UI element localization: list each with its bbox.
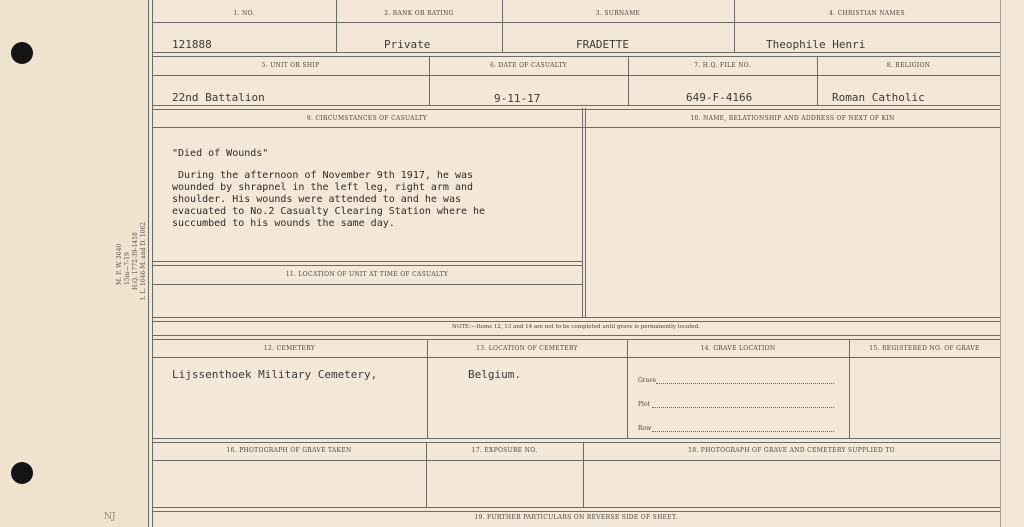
margin-line [148, 0, 149, 527]
circumstances-line-1: During the afternoon of November 9th 1917, he was [172, 170, 474, 181]
label-unit: 5. UNIT OR SHIP [261, 62, 320, 69]
value-rank: Private [384, 38, 431, 51]
value-christian-names: Theophile Henri [766, 38, 866, 51]
label-next-of-kin: 10. NAME, RELATIONSHIP AND ADDRESS OF NEXT OF KIN [690, 115, 895, 122]
value-surname: FRADETTE [576, 38, 629, 51]
value-cemetery-location: Belgium. [468, 368, 521, 381]
label-further-particulars: 19. FURTHER PARTICULARS ON REVERSE SIDE OF SHEET. [474, 514, 678, 521]
label-location-unit: 11. LOCATION OF UNIT AT TIME OF CASUALTY [285, 271, 449, 278]
punch-hole-bottom [11, 462, 33, 484]
label-surname: 3. SURNAME [595, 10, 641, 17]
value-file: 649-F-4166 [686, 91, 753, 104]
value-date: 9-11-17 [494, 92, 541, 105]
label-file: 7. H.Q. FILE NO. [694, 62, 751, 69]
label-photo-taken: 16. PHOTOGRAPH OF GRAVE TAKEN [226, 447, 352, 454]
margin-initials: NJ [104, 512, 116, 522]
circumstances-line-2: wounded by shrapnel in the left leg, right arm and [172, 182, 474, 193]
label-date: 6. DATE OF CASUALTY [489, 62, 568, 69]
form-code-2: 15m—7-19 [124, 252, 131, 285]
form-code-1: M. F. W. 3640 [116, 243, 123, 285]
label-rank: 2. RANK OR RATING [384, 10, 454, 17]
value-religion: Roman Catholic [832, 91, 925, 104]
label-christian-names: 4. CHRISTIAN NAMES [829, 10, 905, 17]
label-photo-supplied: 18. PHOTOGRAPH OF GRAVE AND CEMETERY SUPPLIED TO [688, 447, 895, 454]
punch-hole-top [11, 42, 33, 64]
circumstances-heading: "Died of Wounds" [172, 148, 269, 159]
label-religion: 8. RELIGION [886, 62, 931, 69]
label-registered-no: 15. REGISTERED NO. OF GRAVE [869, 345, 980, 352]
label-cemetery-location: 13. LOCATION OF CEMETERY [476, 345, 578, 352]
row-label: Row [638, 425, 652, 432]
form-code-3: H.Q. 1772-39-1418 [132, 232, 139, 290]
circumstances-line-5: succumbed to his wounds the same day. [172, 218, 395, 229]
value-cemetery: Lijssenthoek Military Cemetery, [172, 368, 378, 381]
label-exposure: 17. EXPOSURE NO. [471, 447, 538, 454]
label-grave-location: 14. GRAVE LOCATION [700, 345, 776, 352]
form-code-4: I. L. 1646-M. and D. 1062 [140, 221, 147, 300]
value-no: 121888 [172, 38, 212, 51]
label-cemetery: 12. CEMETERY [263, 345, 316, 352]
plot-label: Plot [638, 401, 650, 408]
label-no: 1. NO. [233, 10, 255, 17]
circumstances-line-4: evacuated to No.2 Casualty Clearing Station where he [172, 206, 486, 217]
grave-label: Grave [638, 377, 657, 384]
note-text: NOTE:—Items 12, 13 and 14 are not to be completed until grave is permanently located. [452, 324, 700, 330]
label-circumstances: 9. CIRCUMSTANCES OF CASUALTY [306, 115, 428, 122]
row1-bottom [152, 52, 1000, 57]
row1-divider [152, 22, 1000, 23]
value-unit: 22nd Battalion [172, 91, 265, 104]
circumstances-line-3: shoulder. His wounds were attended to and he was [172, 194, 461, 205]
